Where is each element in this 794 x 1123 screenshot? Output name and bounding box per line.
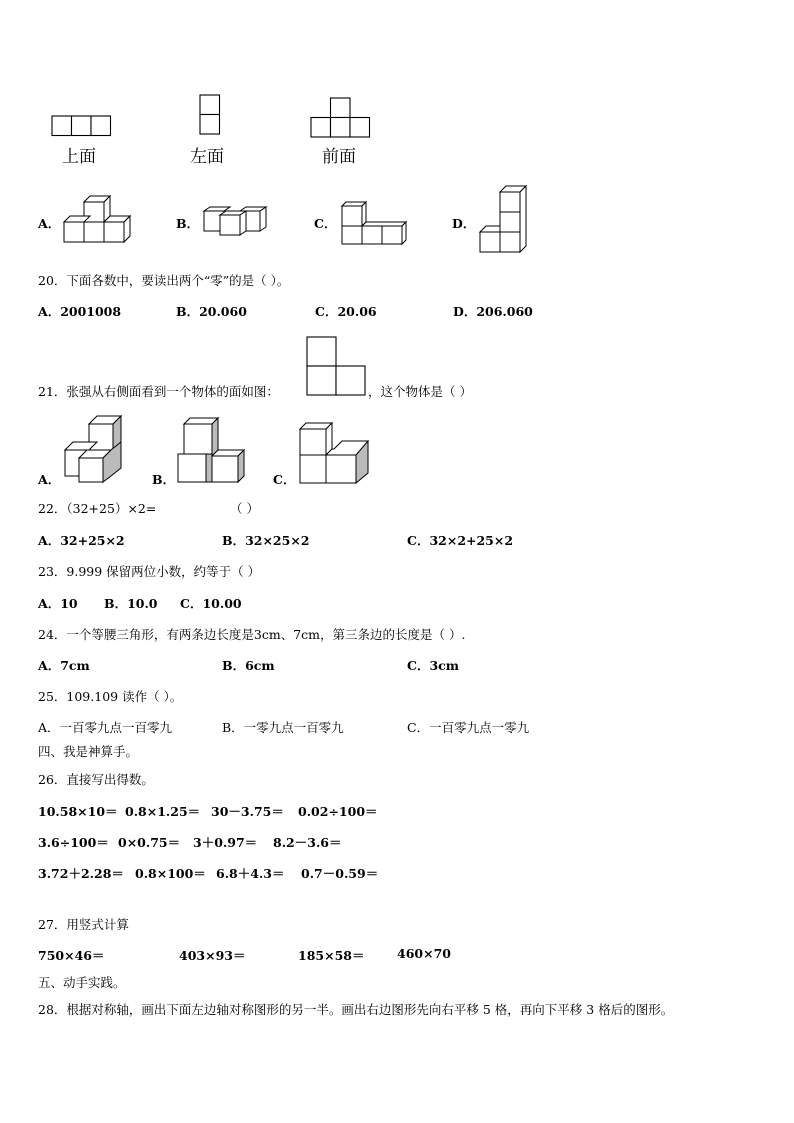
q28-stem: 28．根据对称轴，画出下面左边轴对称图形的另一半。画出右边图形先向右平移 5 格，再向下平移 3 格后的图形。 [38,1002,674,1017]
q26-item: 3＋0.97＝ [193,835,258,850]
q27-item: 750×46＝ [38,948,105,963]
q21-option-b-figure [176,416,246,484]
q21-right-view-figure [307,337,369,399]
q25-stem: 25．109.109 读作（ ）。 [38,689,183,704]
q21-option-a-figure [63,416,125,484]
section-5-heading: 五、动手实践。 [38,975,126,990]
q22-stem: 22．（32+25）×2= [38,501,157,516]
q26-item: 0×0.75＝ [118,835,181,850]
q19-option-b-figure [202,205,272,237]
q26-item: 0.02÷100＝ [298,804,378,819]
q19-option-a-label: A． [38,216,61,231]
q24-option-c: C．3cm [407,658,459,673]
q25-option-c: C．一百零九点一零九 [407,720,530,735]
q24-stem: 24．一个等腰三角形，有两条边长度是3cm、7cm，第三条边的长度是（ ）. [38,627,466,642]
q27-stem: 27．用竖式计算 [38,917,129,932]
left-view-figure [200,95,222,137]
q26-item: 0.8×100＝ [135,866,206,881]
q24-option-a: A．7cm [38,658,90,673]
q26-item: 30－3.75＝ [211,804,284,819]
left-view-label: 左面 [190,147,224,167]
top-view-figure [52,116,112,138]
q22-option-c: C．32×2+25×2 [407,533,514,548]
q20-option-a: A．2001008 [38,304,122,319]
q23-stem: 23．9.999 保留两位小数，约等于（ ） [38,564,261,579]
q21-option-b-label: B． [152,472,176,487]
q23-option-b: B．10.0 [104,596,158,611]
q19-option-c-label: C． [314,216,337,231]
q25-option-a: A．一百零九点一百零九 [38,720,173,735]
q23-option-c: C．10.00 [180,596,242,611]
q24-option-b: B．6cm [222,658,275,673]
q22-option-b: B．32×25×2 [222,533,310,548]
q27-item: 403×93＝ [179,948,246,963]
q27-item: 185×58＝ [298,948,365,963]
q26-item: 0.8×1.25＝ [125,804,201,819]
q27-item: 460×70 [397,946,451,961]
q19-option-b-label: B． [176,216,200,231]
q26-item: 8.2－3.6＝ [273,835,342,850]
q23-option-a: A．10 [38,596,78,611]
q26-item: 3.72＋2.28＝ [38,866,124,881]
q20-stem: 20．下面各数中，要读出两个“零”的是（ ）。 [38,273,290,288]
q20-option-b: B．20.060 [176,304,247,319]
q20-option-d: D．206.060 [453,304,533,319]
front-view-figure [311,98,373,140]
q25-option-b: B．一零九点一百零九 [222,720,344,735]
top-view-label: 上面 [62,147,96,167]
q19-option-a-figure [64,196,134,244]
q21-option-c-figure [298,423,370,485]
q19-option-c-figure [342,200,412,246]
q26-item: 6.8＋4.3＝ [216,866,285,881]
front-view-label: 前面 [322,147,356,167]
q22-answer-paren: （ ） [230,501,259,516]
q21-option-a-label: A． [38,472,61,487]
q26-stem: 26．直接写出得数。 [38,772,154,787]
section-4-heading: 四、我是神算手。 [38,744,139,759]
q20-option-c: C．20.06 [315,304,377,319]
q26-item: 3.6÷100＝ [38,835,109,850]
q21-option-c-label: C． [273,472,296,487]
q21-stem-after: ，这个物体是（ ） [368,384,472,399]
q19-option-d-label: D． [452,216,476,231]
q26-item: 10.58×10＝ [38,804,118,819]
q22-option-a: A．32+25×2 [38,533,125,548]
q19-option-d-figure [480,186,530,252]
q26-item: 0.7－0.59＝ [301,866,379,881]
q21-stem-before: 21．张强从右侧面看到一个物体的面如图： [38,384,279,399]
